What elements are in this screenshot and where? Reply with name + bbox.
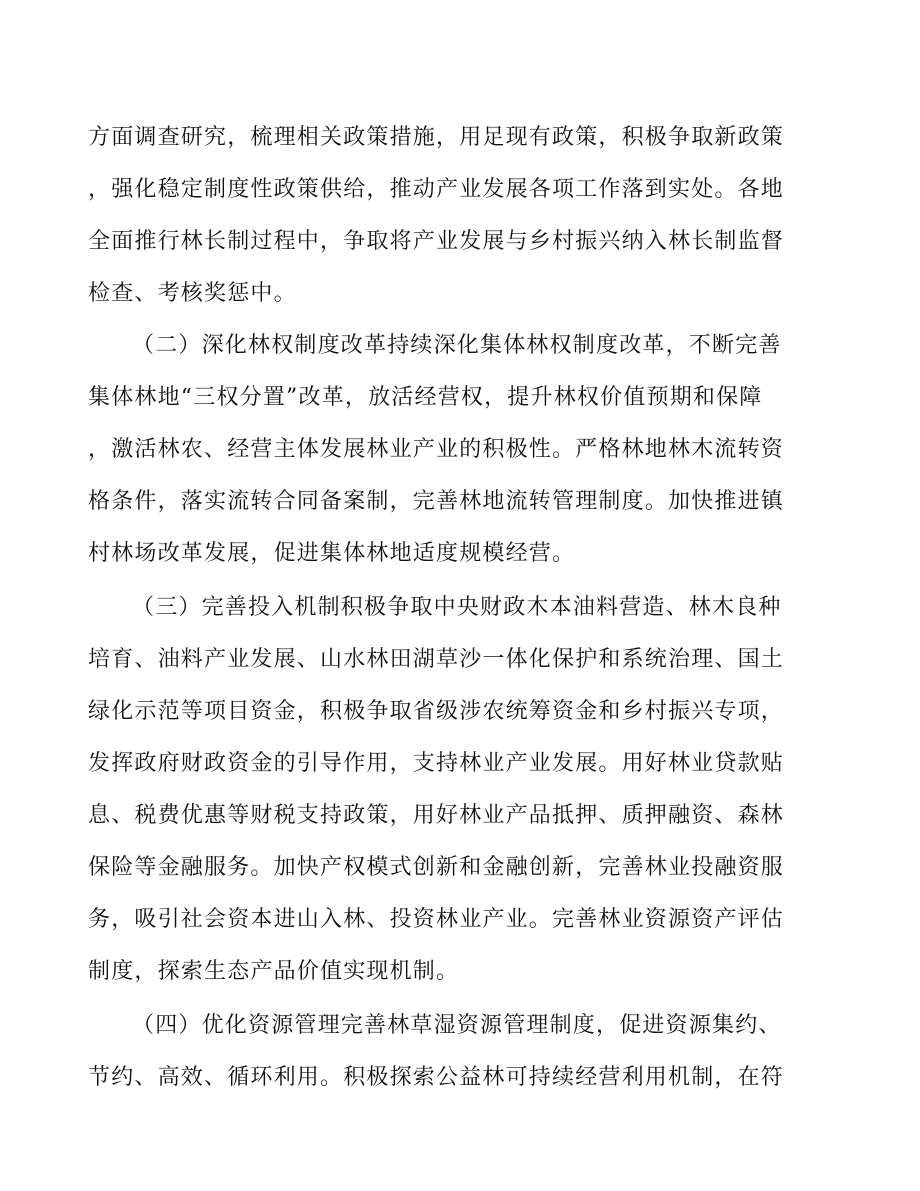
paragraph-3-line-2: 培育、油料产业发展、山水林田湖草沙一体化保护和系统治理、国土 bbox=[88, 647, 785, 672]
paragraph-2-line-2: 集体林地“三权分置”改革，放活经营权，提升林权价值预期和保障 bbox=[88, 385, 763, 410]
paragraph-2-line-3: ，激活林农、经营主体发展林业产业的积极性。严格林地林木流转资 bbox=[88, 437, 785, 462]
paragraph-4-line-1: （四）优化资源管理完善林草湿资源管理制度，促进资源集约、 bbox=[132, 1013, 782, 1038]
paragraph-3-line-8: 制度，探索生态产品价值实现机制。 bbox=[88, 959, 460, 984]
paragraph-1-line-4: 检查、考核奖惩中。 bbox=[88, 281, 297, 306]
paragraph-2-line-5: 村林场改革发展，促进集体林地适度规模经营。 bbox=[88, 541, 576, 566]
paragraph-1-line-3: 全面推行林长制过程中，争取将产业发展与乡村振兴纳入林长制监督 bbox=[88, 229, 785, 254]
paragraph-2-line-4: 格条件，落实流转合同备案制，完善林地流转管理制度。加快推进镇 bbox=[88, 489, 785, 514]
paragraph-4-line-2: 节约、高效、循环利用。积极探索公益林可持续经营利用机制，在符 bbox=[88, 1065, 785, 1090]
paragraph-3-line-1: （三）完善投入机制积极争取中央财政木本油料营造、林木良种 bbox=[132, 595, 782, 620]
paragraph-1-line-2: ，强化稳定制度性政策供给，推动产业发展各项工作落到实处。各地 bbox=[88, 177, 785, 202]
paragraph-2-line-1: （二）深化林权制度改革持续深化集体林权制度改革，不断完善 bbox=[132, 333, 782, 358]
paragraph-3-line-5: 息、税费优惠等财税支持政策，用好林业产品抵押、质押融资、森林 bbox=[88, 803, 785, 828]
paragraph-3-line-4: 发挥政府财政资金的引导作用，支持林业产业发展。用好林业贷款贴 bbox=[88, 751, 785, 776]
paragraph-3-line-3: 绿化示范等项目资金，积极争取省级涉农统筹资金和乡村振兴专项， bbox=[88, 699, 785, 724]
paragraph-3-line-6: 保险等金融服务。加快产权模式创新和金融创新，完善林业投融资服 bbox=[88, 855, 785, 880]
paragraph-3-line-7: 务，吸引社会资本进山入林、投资林业产业。完善林业资源资产评估 bbox=[88, 907, 785, 932]
paragraph-1-line-1: 方面调查研究，梳理相关政策措施，用足现有政策，积极争取新政策 bbox=[88, 125, 785, 150]
